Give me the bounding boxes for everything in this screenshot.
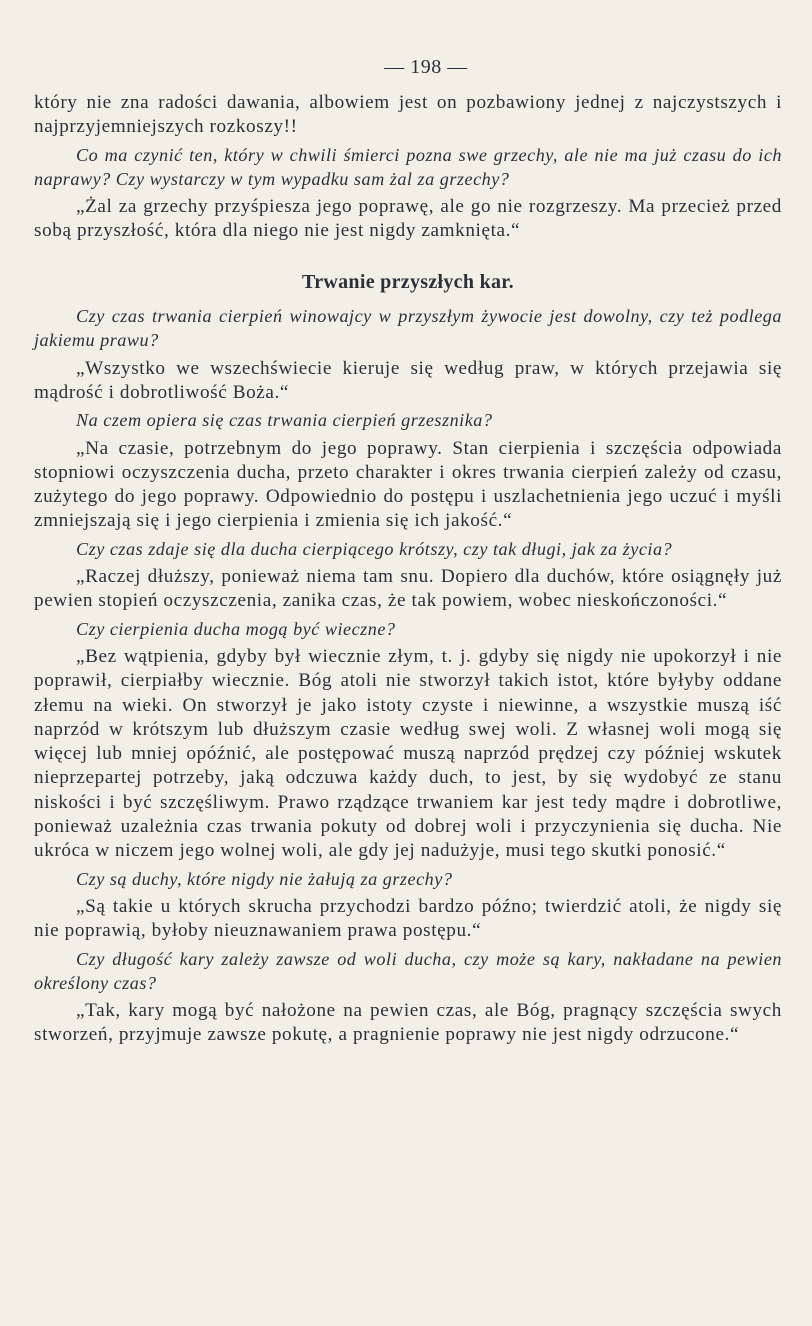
book-page <box>34 56 782 1048</box>
section-heading: Trwanie przyszłych kar. <box>302 270 514 293</box>
answer-intro: „Żal za grzechy przyśpiesza jego poprawę, ale go nie rozgrzeszy. Ma przecież przed sobą przyszłość, która dla niego nie jest nigdy zamknięta.“ <box>34 196 782 242</box>
answer-5: „Są takie u których skrucha przychodzi bardzo późno; twierdzić atoli, że nigdy się nie poprawią, byłoby nieuznawaniem prawa postępu.“ <box>34 895 782 942</box>
question-4: Czy cierpienia ducha mogą być wieczne? <box>76 618 396 639</box>
question-2: Na czem opiera się czas trwania cierpień grzesznika? <box>76 410 493 431</box>
question-5: Czy są duchy, które nigdy nie żałują za grzechy? <box>76 868 453 889</box>
continued-paragraph: który nie zna radości dawania, albowiem jest on pozbawiony jednej z najczystszych i najprzyjemniejszych rozkoszy!! <box>34 92 782 138</box>
answer-4: „Bez wątpienia, gdyby był wiecznie złym, t. j. gdyby się nigdy nie upokorzył i nie poprawił, cierpiałby wiecznie. Bóg atoli nie stworzył takich istot, które byłyby oddane złemu na wieki. On stworzył je jako istoty czyste i niewinne, a wszystkie muszą iść naprzód w krótszym lub dłuższym czasie według swej woli. Z własnej woli mogą się więcej lub mniej opóźnić, ale postępować muszą naprzód prędzej czy później wskutek nieprzepartej potrzeby, jaką odczuwa każdy duch, to jest, by się wydobyć ze stanu niskości i być szczęśliwym. Prawo rządzące trwaniem kar jest tedy mądre i dobrotliwe, ponieważ uzależnia czas trwania pokuty od dobrej woli i przyczynienia się ducha. Nie ukróca w niczem jego wolnej woli, ale gdy jej nadużyje, musi tego skutki ponosić.“ <box>34 645 782 862</box>
answer-3: „Raczej dłuższy, ponieważ niema tam snu. Dopiero dla duchów, które osiągnęły już pewien stopień oczyszczenia, zanika czas, że tak powiem, wobec nieskończoności.“ <box>34 566 782 612</box>
answer-2: „Na czasie, potrzebnym do jego poprawy. Stan cierpienia i szczęścia odpowiada stopniowi oczyszczenia ducha, przeto charakter i okres trwania cierpień zależy od czasu, zużytego do jego poprawy. Odpowiednio do postępu i uszlachetnienia jego uczuć i myśli zmniejszają się i jego cierpienia i zmienia się ich jakość.“ <box>34 437 782 532</box>
page-body <box>34 91 782 1048</box>
page-number: — 198 — <box>384 56 468 78</box>
answer-1: „Wszystko we wszechświecie kieruje się według praw, w których przejawia się mądrość i dobrotliwość Boża.“ <box>34 357 782 403</box>
question-3: Czy czas zdaje się dla ducha cierpiącego krótszy, czy tak długi, jak za życia? <box>76 538 673 559</box>
question-6: Czy długość kary zależy zawsze od woli ducha, czy może są kary, nakładane na pewien określony czas? <box>34 948 782 993</box>
answer-6: „Tak, kary mogą być nałożone na pewien czas, ale Bóg, pragnący szczęścia swych stworzeń, przyjmuje zawsze pokutę, a pragnienie poprawy nie jest nigdy odrzucone.“ <box>34 1000 782 1046</box>
question-intro: Co ma czynić ten, który w chwili śmierci pozna swe grzechy, ale nie ma już czasu do ich naprawy? Czy wystarczy w tym wypadku sam żal za grzechy? <box>34 144 782 189</box>
question-1: Czy czas trwania cierpień winowajcy w przyszłym żywocie jest dowolny, czy też podlega jakiemu prawu? <box>34 306 782 351</box>
